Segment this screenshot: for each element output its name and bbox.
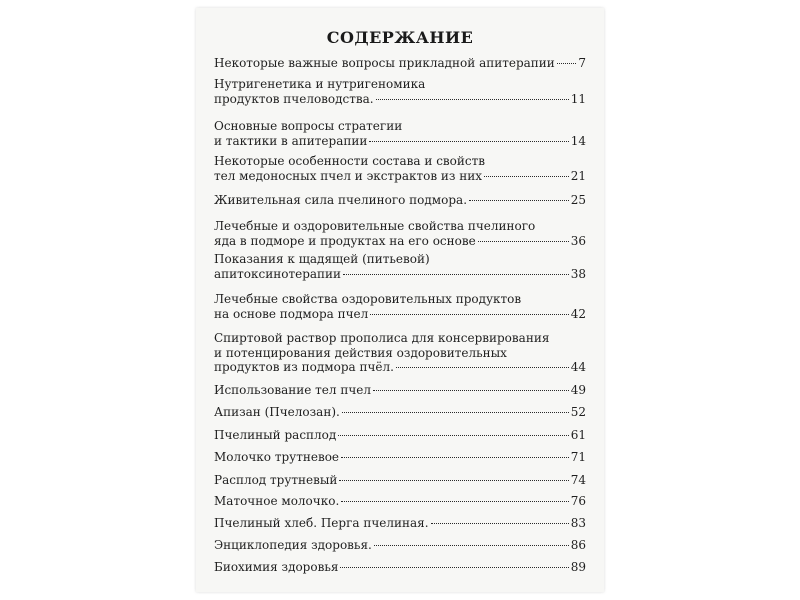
- toc-entry-last-line: [214, 169, 586, 184]
- toc-entry: [214, 516, 586, 531]
- toc-entry-line: яда в подморе и продуктах на его основе: [214, 233, 476, 248]
- dot-leader: [342, 412, 569, 413]
- toc-entry-last-line: [214, 560, 586, 575]
- dot-leader: [340, 567, 568, 568]
- toc-entry-last-line: [214, 405, 586, 420]
- toc-entry: [214, 219, 586, 248]
- toc-entry-last-line: [214, 234, 586, 249]
- toc-entry: [214, 56, 586, 71]
- dot-leader: [339, 480, 568, 481]
- toc-entry-line: и тактики в апитерапии: [214, 133, 368, 148]
- toc-entry-last-line: [214, 450, 586, 465]
- toc-entry-last-line: [214, 134, 586, 149]
- toc-page-number: 71: [570, 450, 586, 464]
- toc-entry: [214, 154, 586, 183]
- dot-leader: [369, 141, 568, 142]
- toc-page-number: 74: [570, 473, 586, 487]
- toc-entry-line: Расплод трутневый: [214, 473, 338, 487]
- toc-page-number: 21: [570, 168, 586, 183]
- toc-entry-last-line: [214, 193, 586, 208]
- toc-entry-line: Энциклопедия здоровья.: [214, 538, 372, 552]
- dot-leader: [370, 314, 568, 315]
- toc-entry: [214, 292, 586, 321]
- toc-page-number: 38: [570, 266, 586, 281]
- toc-page-number: 49: [570, 383, 586, 397]
- toc-entry: [214, 538, 586, 553]
- toc-entry-line: Основные вопросы стратегии: [214, 119, 403, 133]
- toc-entry-last-line: [214, 516, 586, 531]
- toc-entry-line: Некоторые особенности состава и свойств: [214, 154, 486, 168]
- toc-entry-line: Лечебные и оздоровительные свойства пчелиного: [214, 219, 536, 233]
- toc-entry: [214, 331, 586, 375]
- toc-title: СОДЕРЖАНИЕ: [326, 28, 474, 47]
- dot-leader: [343, 274, 569, 275]
- toc-entry-last-line: [214, 494, 586, 509]
- book-page: [196, 8, 604, 592]
- toc-page-number: 42: [570, 306, 586, 321]
- toc-entry: [214, 252, 586, 281]
- toc-entry-line: продуктов пчеловодства.: [214, 91, 374, 106]
- dot-leader: [484, 176, 569, 177]
- toc-entry-last-line: [214, 307, 586, 322]
- dot-leader: [376, 99, 569, 100]
- toc-entry: [214, 428, 586, 443]
- toc-entry-last-line: [214, 92, 586, 107]
- toc-entry-line: Показания к щадящей (питьевой): [214, 252, 430, 266]
- toc-entry-line: Пчелиный хлеб. Перга пчелиная.: [214, 516, 429, 530]
- toc-entry-last-line: [214, 267, 586, 282]
- toc-entry-line: Использование тел пчел: [214, 383, 371, 397]
- toc-entry-line: Молочко трутневое: [214, 450, 340, 464]
- toc-entry: [214, 383, 586, 398]
- toc-page-number: 83: [570, 516, 586, 530]
- toc-entry-line: Некоторые важные вопросы прикладной апитерапии: [214, 56, 555, 70]
- toc-entry-line: продуктов из подмора пчёл.: [214, 360, 394, 374]
- toc-entry: [214, 405, 586, 420]
- dot-leader: [374, 545, 569, 546]
- toc-entry-line: на основе подмора пчел: [214, 306, 369, 321]
- dot-leader: [431, 523, 569, 524]
- dot-leader: [557, 63, 577, 64]
- toc-entry-line: Лечебные свойства оздоровительных продуктов: [214, 292, 522, 306]
- toc-page-number: 7: [578, 56, 586, 70]
- toc-page-number: 44: [570, 360, 586, 374]
- toc-entry-last-line: [214, 56, 586, 71]
- toc-entry: [214, 560, 586, 575]
- toc-entry: [214, 494, 586, 509]
- toc-page-number: 76: [570, 494, 586, 508]
- toc-entry-last-line: [214, 538, 586, 553]
- dot-leader: [338, 435, 568, 436]
- toc-entry-line: Нутригенетика и нутригеномика: [214, 77, 426, 91]
- toc-page-number: 86: [570, 538, 586, 552]
- toc-entry: [214, 473, 586, 488]
- toc-entry: [214, 193, 586, 208]
- toc-entry-line: Маточное молочко.: [214, 494, 340, 508]
- toc-entry-line: и потенцирования действия оздоровительных: [214, 345, 507, 360]
- toc-entry-line: Апизан (Пчелозан).: [214, 405, 340, 419]
- dot-leader: [478, 241, 569, 242]
- toc-page-number: 52: [570, 405, 586, 419]
- toc-page-number: 25: [570, 193, 586, 207]
- toc-entry-last-line: [214, 428, 586, 443]
- toc-entry-line: апитоксинотерапии: [214, 266, 342, 281]
- toc-entry: [214, 450, 586, 465]
- dot-leader: [396, 367, 569, 368]
- toc-page-number: 89: [570, 560, 586, 574]
- toc-entry-last-line: [214, 383, 586, 398]
- toc-entry-line: Спиртовой раствор прополиса для консервирования: [214, 331, 550, 345]
- toc-entry-last-line: [214, 473, 586, 488]
- toc-page-number: 36: [570, 233, 586, 248]
- toc-entry: [214, 119, 586, 148]
- toc-page-number: 11: [570, 91, 586, 106]
- toc-entry: [214, 77, 586, 106]
- toc-entry-line: Живительная сила пчелиного подмора.: [214, 193, 468, 207]
- dot-leader: [341, 457, 569, 458]
- dot-leader: [341, 501, 568, 502]
- toc-page-number: 14: [570, 133, 586, 148]
- toc-entry-line: тел медоносных пчел и экстрактов из них: [214, 168, 483, 183]
- toc-page-number: 61: [570, 428, 586, 442]
- toc-entry-line: Пчелиный расплод: [214, 428, 337, 442]
- toc-entry-last-line: [214, 360, 586, 375]
- toc-entry-line: Биохимия здоровья: [214, 560, 339, 574]
- dot-leader: [373, 390, 569, 391]
- dot-leader: [469, 200, 569, 201]
